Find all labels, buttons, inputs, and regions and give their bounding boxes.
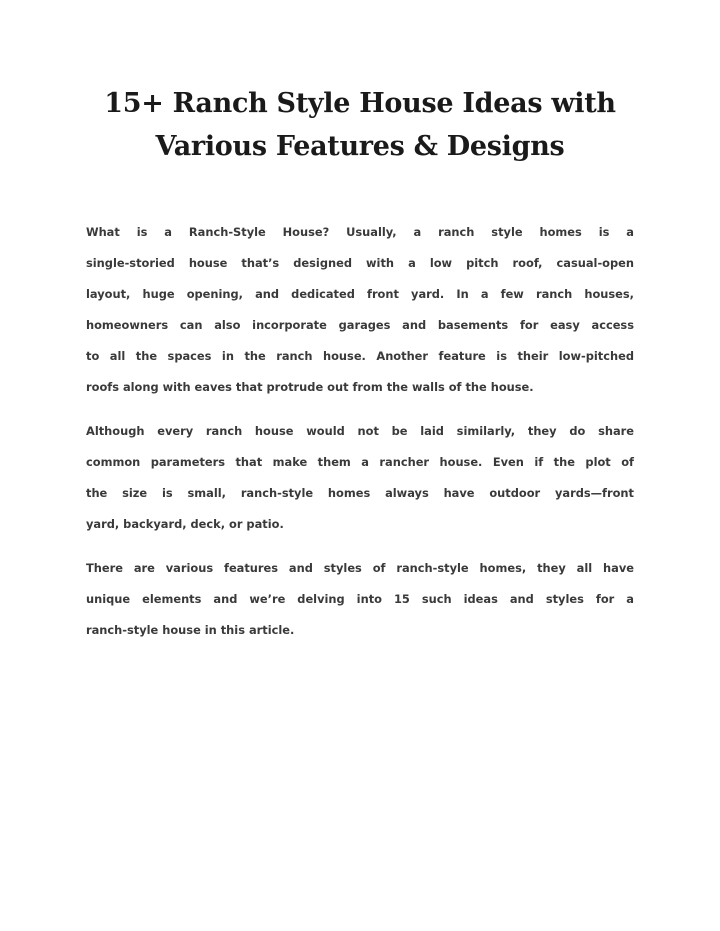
text-line: the size is small, ranch-style homes always have outdoor yards—front (86, 486, 634, 500)
text-line: to all the spaces in the ranch house. Another feature is their low-pitched (86, 349, 634, 363)
text-line: There are various features and styles of ranch-style homes, they all have (86, 561, 634, 575)
text-line: Although every ranch house would not be laid similarly, they do share (86, 424, 634, 438)
text-line: common parameters that make them a rancher house. Even if the plot of (86, 455, 634, 469)
paragraph-parameters (86, 416, 634, 540)
title-line-1: 15+ Ranch Style House Ideas with (104, 88, 616, 119)
text-line: ranch-style house in this article. (86, 623, 295, 637)
text-line: layout, huge opening, and dedicated front yard. In a few ranch houses, (86, 287, 634, 301)
text-line: roofs along with eaves that protrude out from the walls of the house. (86, 380, 534, 394)
text-line: What is a Ranch-Style House? Usually, a ranch style homes is a (86, 225, 634, 239)
paragraph-features (86, 553, 634, 646)
text-line: unique elements and we’re delving into 15 such ideas and styles for a (86, 592, 634, 606)
paragraph-intro (86, 217, 634, 403)
text-line: yard, backyard, deck, or patio. (86, 517, 284, 531)
article-body (86, 217, 634, 659)
title-line-2: Various Features & Designs (155, 131, 565, 162)
text-line: homeowners can also incorporate garages and basements for easy access (86, 318, 634, 332)
page-title (60, 82, 660, 168)
text-line: single-storied house that’s designed with a low pitch roof, casual-open (86, 256, 634, 270)
